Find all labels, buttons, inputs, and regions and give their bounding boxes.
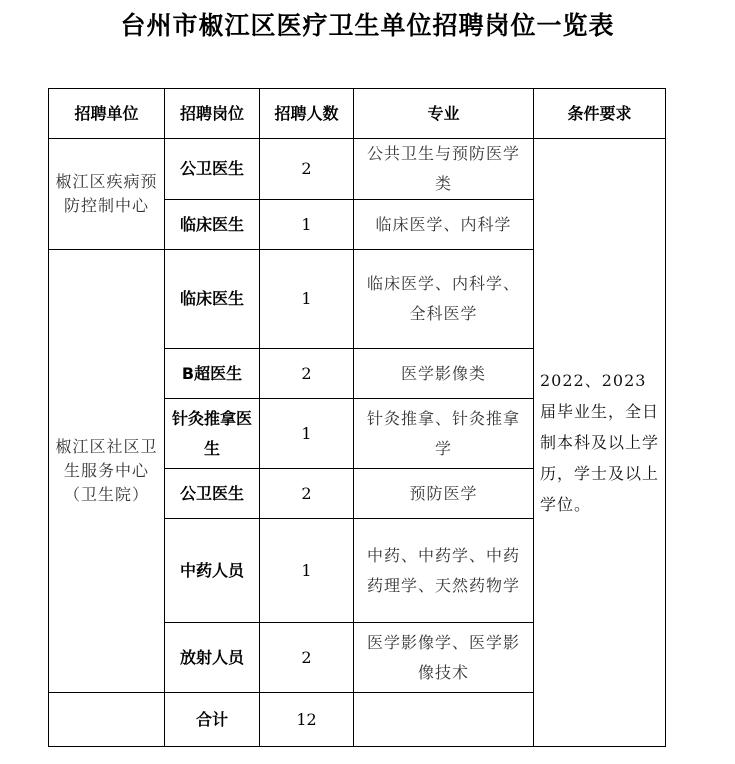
- header-conditions: 条件要求: [534, 89, 666, 139]
- position-cell: 针灸推拿医生: [165, 399, 260, 469]
- count-cell: 1: [260, 519, 354, 623]
- conditions-cell: 2022、2023届毕业生，全日制本科及以上学历，学士及以上学位。: [534, 139, 666, 747]
- position-cell: 放射人员: [165, 623, 260, 693]
- major-cell: 医学影像类: [354, 349, 534, 399]
- position-cell: 临床医生: [165, 200, 260, 250]
- count-cell: 2: [260, 623, 354, 693]
- major-cell: 中药、中药学、中药药理学、天然药物学: [354, 519, 534, 623]
- count-cell: 1: [260, 250, 354, 349]
- count-cell: 2: [260, 139, 354, 200]
- total-major-empty: [354, 693, 534, 747]
- unit-community: 椒江区社区卫生服务中心（卫生院）: [49, 250, 165, 693]
- major-cell: 公共卫生与预防医学类: [354, 139, 534, 200]
- total-count: 12: [260, 693, 354, 747]
- header-count: 招聘人数: [260, 89, 354, 139]
- position-cell: 公卫医生: [165, 139, 260, 200]
- major-cell: 针灸推拿、针灸推拿学: [354, 399, 534, 469]
- header-unit: 招聘单位: [49, 89, 165, 139]
- table-row: [49, 139, 666, 200]
- header-major: 专业: [354, 89, 534, 139]
- major-cell: 临床医学、内科学: [354, 200, 534, 250]
- position-cell: B超医生: [165, 349, 260, 399]
- position-cell: 临床医生: [165, 250, 260, 349]
- count-cell: 2: [260, 469, 354, 519]
- recruitment-table: [48, 88, 666, 747]
- position-cell: 公卫医生: [165, 469, 260, 519]
- page-title: 台州市椒江区医疗卫生单位招聘岗位一览表: [120, 11, 615, 40]
- total-unit-empty: [49, 693, 165, 747]
- count-cell: 1: [260, 200, 354, 250]
- major-cell: 临床医学、内科学、全科医学: [354, 250, 534, 349]
- header-position: 招聘岗位: [165, 89, 260, 139]
- count-cell: 1: [260, 399, 354, 469]
- table-header-row: [49, 89, 666, 139]
- unit-cdc: 椒江区疾病预防控制中心: [49, 139, 165, 250]
- count-cell: 2: [260, 349, 354, 399]
- total-label: 合计: [165, 693, 260, 747]
- position-cell: 中药人员: [165, 519, 260, 623]
- major-cell: 医学影像学、医学影像技术: [354, 623, 534, 693]
- major-cell: 预防医学: [354, 469, 534, 519]
